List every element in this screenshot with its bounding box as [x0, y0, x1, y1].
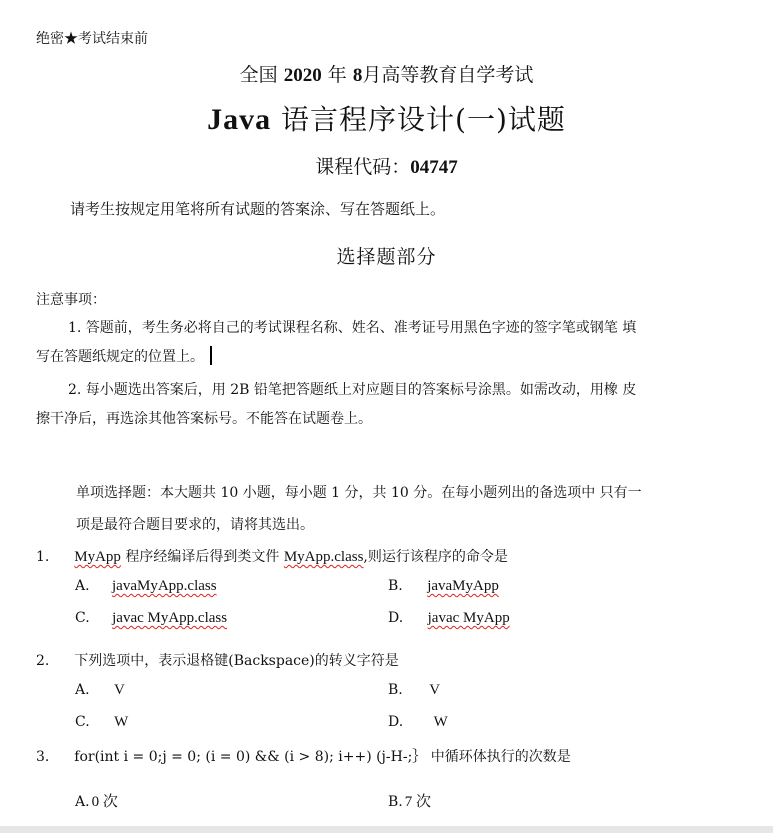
question-1 — [36, 546, 508, 566]
option-text: javac MyApp.class — [112, 610, 228, 626]
option-1b — [388, 578, 499, 595]
note-1-line-2-text: 写在答题纸规定的位置上。 — [36, 349, 204, 365]
option-label: C. — [75, 714, 90, 730]
exam-mid: 年 — [327, 64, 347, 86]
exam-suffix: 月高等教育自学考试 — [362, 64, 534, 86]
option-label: A. — [75, 794, 90, 810]
question-stem-part: MyApp.class — [283, 549, 364, 565]
notes-heading: 注意事项： — [36, 292, 106, 308]
option-2d — [388, 714, 448, 731]
note-2-line-2: 擦干净后，再选涂其他答案标号。不能答在试题卷上。 — [36, 411, 372, 427]
single-choice-intro-line-1: 单项选择题：本大题共 10 小题，每小题 1 分，共 10 分。在每小题列出的备选项中 只有一 — [76, 485, 642, 501]
question-stem-part: ,则运行该程序的命令是 — [363, 549, 508, 565]
question-3 — [36, 746, 571, 766]
question-number: 2. — [36, 653, 50, 669]
general-instruction: 请考生按规定用笔将所有试题的答案涂、写在答题纸上。 — [70, 200, 446, 218]
option-3b — [388, 790, 431, 811]
question-stem: 下列选项中，表示退格键(Backspace)的转义字符是 — [74, 653, 399, 669]
exam-prefix: 全国 — [239, 64, 278, 86]
note-2-line-1: 2. 每小题选出答案后，用 2B 铅笔把答题纸上对应题目的答案标号涂黑。如需改动，用橡 皮 — [68, 382, 637, 398]
course-code-label: 课程代码： — [315, 156, 411, 178]
option-text: javaMyApp.class — [112, 578, 217, 594]
option-label: D. — [388, 610, 404, 626]
option-1d — [388, 610, 510, 627]
option-text: W — [433, 714, 448, 730]
question-number: 3. — [36, 749, 50, 765]
confidential-label: 绝密★考试结束前 — [36, 31, 148, 47]
option-2a — [75, 682, 125, 699]
course-code — [0, 152, 773, 179]
option-label: A. — [75, 682, 90, 698]
option-label: B. — [388, 682, 403, 698]
note-1-line-2 — [36, 346, 212, 366]
question-stem-part: MyApp — [74, 549, 121, 565]
note-1-line-1: 1. 答题前，考生务必将自己的考试课程名称、姓名、准考证号用黑色字迹的签字笔或钢笔 填 — [68, 320, 637, 336]
window-bottom-edge — [0, 826, 773, 833]
option-label: C. — [75, 610, 90, 626]
option-2b — [388, 682, 440, 699]
option-text: W — [114, 714, 129, 730]
option-1a — [75, 578, 217, 595]
exam-title — [0, 98, 773, 138]
option-label: B. — [388, 794, 403, 810]
section-title: 选择题部分 — [336, 246, 437, 268]
option-text: 7 次 — [404, 794, 432, 810]
option-text: javac MyApp — [427, 610, 510, 626]
exam-month: 8 — [352, 65, 363, 86]
exam-session-line — [0, 60, 773, 87]
option-text: 0 次 — [91, 794, 118, 810]
text-cursor — [210, 346, 212, 365]
single-choice-intro-line-2: 项是最符合题目要求的，请将其选出。 — [76, 517, 314, 533]
title-cn: 语言程序设计(一)试题 — [271, 103, 566, 136]
option-label: A. — [75, 578, 90, 594]
exam-year: 2020 — [283, 65, 322, 86]
question-stem: for(int i = 0;j = 0; (i = 0) && (i > 8); i++) (j-H-;｝ 中循环体执行的次数是 — [74, 749, 571, 765]
option-label: B. — [388, 578, 403, 594]
option-label: D. — [388, 714, 404, 730]
option-3a — [75, 790, 118, 811]
option-1c — [75, 610, 227, 627]
option-2c — [75, 714, 128, 731]
option-text: V — [429, 682, 441, 698]
course-code-value: 04747 — [410, 157, 458, 178]
question-2 — [36, 650, 399, 670]
question-stem-part: 程序经编译后得到类文件 — [125, 549, 284, 565]
question-number: 1. — [36, 549, 50, 565]
title-latin: Java — [207, 103, 272, 136]
option-text: V — [114, 682, 125, 698]
option-text: javaMyApp — [427, 578, 499, 594]
